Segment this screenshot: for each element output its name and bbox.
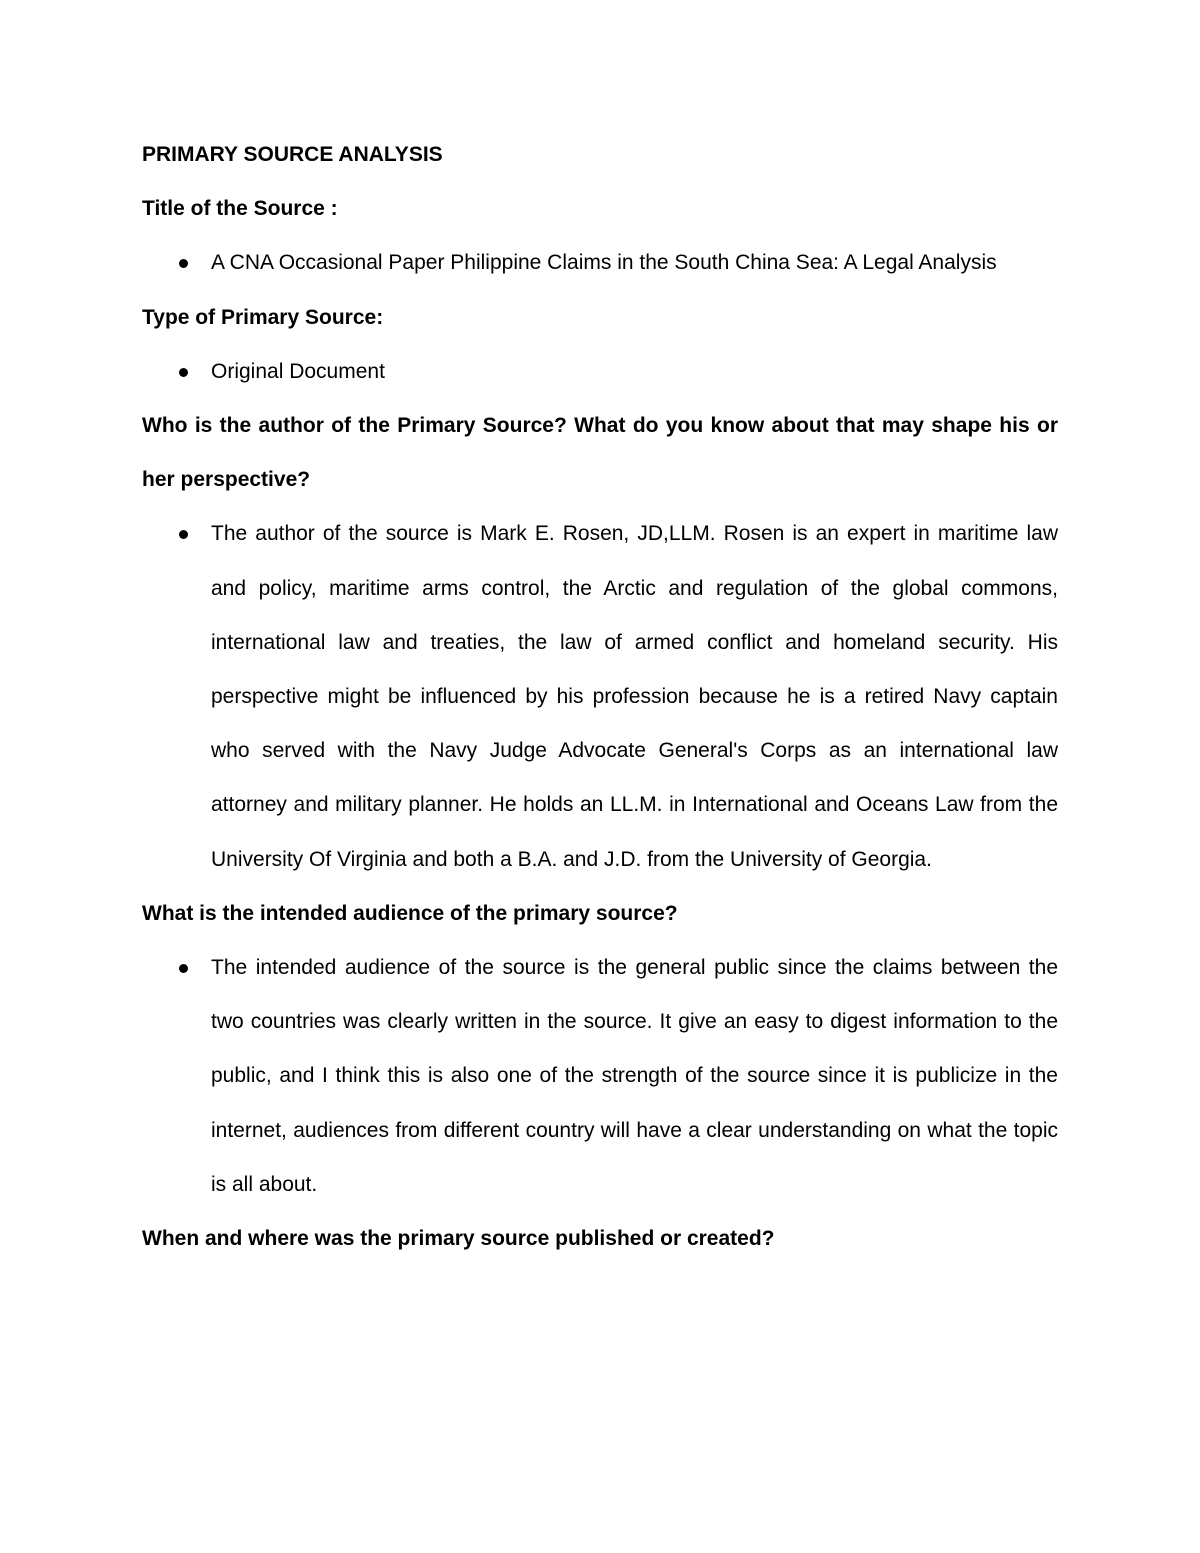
document-title: PRIMARY SOURCE ANALYSIS — [142, 143, 443, 166]
author-answer-text: The author of the source is Mark E. Rosen, JD,LLM. Rosen is an expert in maritime law and policy, maritime arms control, the Arctic and regulation of the global commons, international law and treaties, the law of armed conflict and homeland security. His perspective might be influenced by his profession because he is a retired Navy captain who served with the Navy Judge Advocate General's Corps as an international law attorney and military planner. He holds an LL.M. in International and Oceans Law from the University Of Virginia and both a B.A. and J.D. from the University of Georgia. — [211, 522, 1058, 871]
source-type-text: Original Document — [211, 359, 385, 383]
list-item — [142, 345, 1058, 399]
list-item — [142, 507, 1058, 886]
section-label-audience-question: What is the intended audience of the primary source? — [142, 901, 678, 925]
bullet-icon — [179, 530, 188, 539]
source-title-list — [142, 236, 1058, 290]
section-label-publication-question: When and where was the primary source published or created? — [142, 1227, 775, 1251]
source-title-text: A CNA Occasional Paper Philippine Claims in the South China Sea: A Legal Analysis — [211, 251, 997, 275]
list-item — [142, 941, 1058, 1212]
bullet-icon — [179, 964, 188, 973]
author-answer-list — [142, 507, 1058, 886]
section-label-source-title: Title of the Source : — [142, 197, 338, 221]
audience-answer-text: The intended audience of the source is the general public since the claims between the two countries was clearly written in the source. It give an easy to digest information to the public, and I think this is also one of the strength of the source since it is publicize in the internet, audiences from different country will have a clear understanding on what the topic is all about. — [211, 956, 1058, 1196]
bullet-icon — [179, 368, 188, 377]
bullet-icon — [179, 259, 188, 268]
source-type-list — [142, 345, 1058, 399]
section-label-source-type: Type of Primary Source: — [142, 305, 384, 329]
list-item — [142, 236, 1058, 290]
document-body — [142, 128, 1058, 1266]
audience-answer-list — [142, 941, 1058, 1212]
section-label-author-question: Who is the author of the Primary Source? What do you know about that may shape his or her perspective? — [142, 414, 1058, 492]
